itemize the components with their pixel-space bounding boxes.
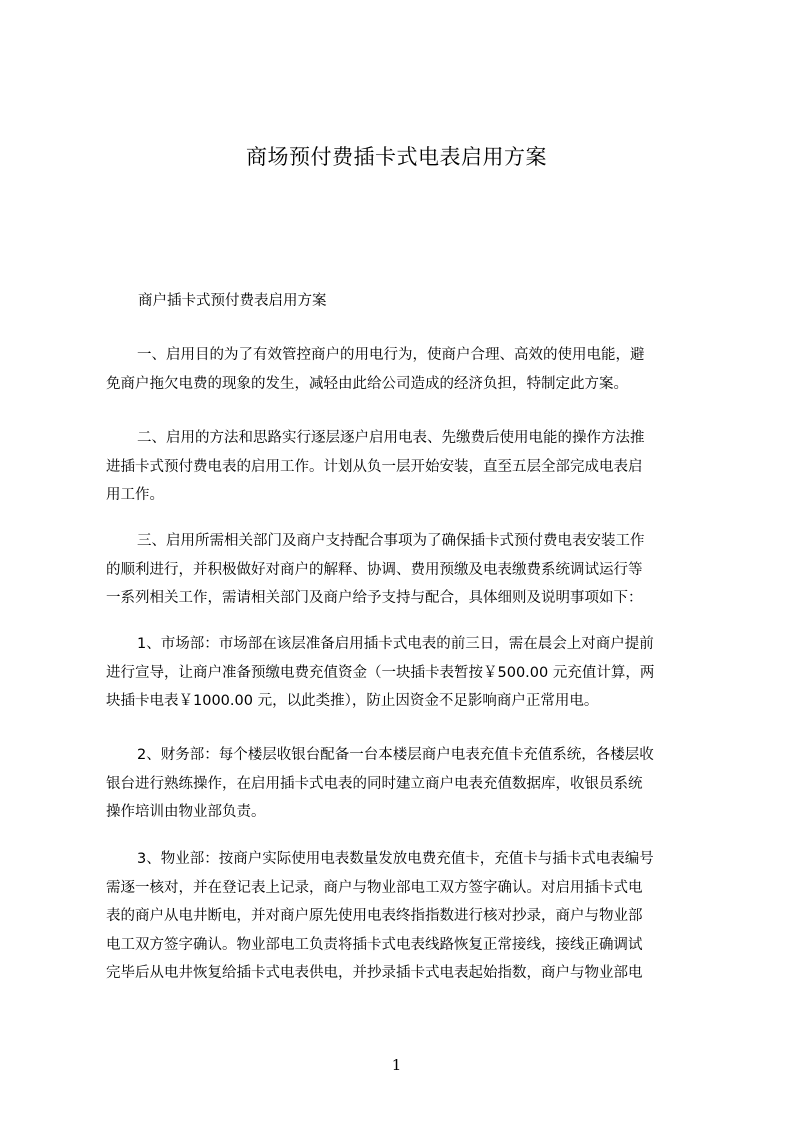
paragraph-line: 电工双方签字确认。物业部电工负责将插卡式电表线路恢复正常接线，接线正确调试 [106,936,643,953]
paragraph-line: 用工作。 [106,487,164,503]
paragraph-line: 操作培训由物业部负责。 [106,804,266,820]
paragraph-line: 一、启用目的为了有效管控商户的用电行为，使商户合理、高效的使用电能，避 [137,347,645,363]
paragraph-line: 的顺利进行，并积极做好对商户的解释、协调、费用预缴及电表缴费系统调试运行等 [106,561,643,578]
paragraph-line: 1、市场部：市场部在该层准备启用插卡式电表的前三日，需在晨会上对商户提前 [137,636,654,652]
paragraph-line: 3、物业部：按商户实际使用电表数量发放电费充值卡，充值卡与插卡式电表编号 [137,851,654,867]
paragraph-purpose [106,341,696,398]
paragraph-line: 银台进行熟练操作，在启用插卡式电表的同时建立商户电表充值数据库，收银员系统 [106,775,643,792]
paragraph-line: 完毕后从电井恢复给插卡式电表供电，并抄录插卡式电表起始指数，商户与物业部电 [106,965,643,981]
paragraph-marketing [106,630,696,716]
paragraph-line: 块插卡电表￥1000.00 元，以此类推），防止因资金不足影响商户正常用电。 [106,693,599,709]
paragraph-line: 进插卡式预付费电表的启用工作。计划从负一层开始安装，直至五层全部完成电表启 [106,458,643,475]
paragraph-line: 2、财务部：每个楼层收银台配备一台本楼层商户电表充值卡充值系统，各楼层收 [137,747,654,763]
paragraph-line: 三、启用所需相关部门及商户支持配合事项为了确保插卡式预付费电表安装工作 [137,533,645,549]
paragraph-line: 一系列相关工作，需请相关部门及商户给予支持与配合，具体细则及说明事项如下： [106,590,643,606]
paragraph-property [106,845,696,988]
paragraph-line: 需逐一核对，并在登记表上记录，商户与物业部电工双方签字确认。对启用插卡式电 [106,879,643,896]
paragraph-line: 进行宣导，让商户准备预缴电费充值资金（一块插卡表暂按￥500.00 元充值计算，两 [106,664,655,681]
page-title: 商场预付费插卡式电表启用方案 [246,145,547,169]
document-subtitle: 商户插卡式预付费表启用方案 [138,293,327,309]
paragraph-line: 二、启用的方法和思路实行逐层逐户启用电表、先缴费后使用电能的操作方法推 [137,430,645,446]
paragraph-method [106,424,696,510]
paragraph-cooperation [106,527,696,613]
page-number: 1 [391,1056,402,1074]
paragraph-line: 免商户拖欠电费的现象的发生，减轻由此给公司造成的经济负担，特制定此方案。 [106,375,628,392]
paragraph-finance [106,741,696,827]
paragraph-line: 表的商户从电井断电，并对商户原先使用电表终指指数进行核对抄录，商户与物业部 [106,908,643,924]
